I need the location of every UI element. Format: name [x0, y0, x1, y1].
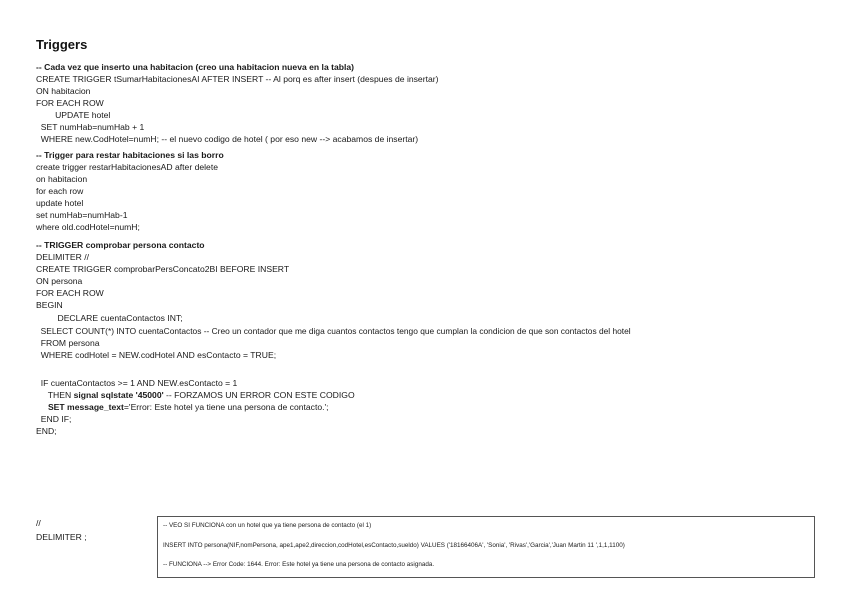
- code-line-set: [36, 402, 329, 413]
- note-insert-statement: INSERT INTO persona(NIF,nomPersona, ape1,ape2,direccion,codHotel,esContacto,sueldo) VALUES ('18166406A', 'Sonia', 'Rivas','Garcia','Juan Martin 11 ',1,1,1100): [163, 542, 625, 549]
- code-line: create trigger restarHabitacionesAD after delete: [36, 162, 218, 172]
- section1-comment: -- Cada vez que inserto una habitacion (creo una habitacion nueva en la tabla): [36, 62, 355, 72]
- code-line: for each row: [36, 186, 84, 196]
- code-line: CREATE TRIGGER tSumarHabitacionesAI AFTER INSERT -- Al porq es after insert (despues de insertar): [36, 74, 439, 84]
- then-comment: -- FORZAMOS UN ERROR CON ESTE CODIGO: [163, 390, 355, 400]
- code-line: UPDATE hotel: [36, 110, 111, 120]
- code-line: WHERE new.CodHotel=numH; -- el nuevo codigo de hotel ( por eso new --> acabamos de insertar): [36, 134, 419, 144]
- then-prefix: THEN: [36, 390, 74, 400]
- note-comment: -- VEO SI FUNCIONA con un hotel que ya tiene persona de contacto (el 1): [163, 522, 372, 529]
- code-line-then: [36, 390, 355, 401]
- code-line: ON habitacion: [36, 86, 91, 96]
- test-note-box: [157, 516, 815, 578]
- code-line: update hotel: [36, 198, 84, 208]
- code-line: DELIMITER ;: [36, 532, 87, 542]
- code-line: FROM persona: [36, 338, 100, 348]
- code-line: on habitacion: [36, 174, 88, 184]
- code-line: BEGIN: [36, 300, 63, 310]
- section3-comment: -- TRIGGER comprobar persona contacto: [36, 240, 205, 250]
- note-result: -- FUNCIONA --> Error Code: 1644. Error: Este hotel ya tiene una persona de contacto asignada.: [163, 561, 435, 568]
- set-keyword: SET message_text: [47, 402, 124, 412]
- code-line: IF cuentaContactos >= 1 AND NEW.esContacto = 1: [36, 378, 238, 388]
- code-line: SELECT COUNT(*) INTO cuentaContactos -- Creo un contador que me diga cuantos contactos tengo que cumplan la condicion de que son contactos del hotel: [36, 326, 631, 336]
- code-line: FOR EACH ROW: [36, 288, 104, 298]
- section2-comment: -- Trigger para restar habitaciones si las borro: [36, 150, 224, 160]
- code-line: ON persona: [36, 276, 83, 286]
- set-prefix: [36, 402, 48, 412]
- code-line: set numHab=numHab-1: [36, 210, 128, 220]
- signal-keyword: signal sqlstate '45000': [73, 390, 164, 400]
- code-line: SET numHab=numHab + 1: [36, 122, 145, 132]
- code-line: //: [36, 518, 41, 528]
- code-line: DELIMITER //: [36, 252, 90, 262]
- code-line: DECLARE cuentaContactos INT;: [36, 313, 183, 323]
- code-line: WHERE codHotel = NEW.codHotel AND esContacto = TRUE;: [36, 350, 277, 360]
- code-line: where old.codHotel=numH;: [36, 222, 140, 232]
- code-line: END IF;: [36, 414, 72, 424]
- code-line: END;: [36, 426, 57, 436]
- code-line: CREATE TRIGGER comprobarPersConcato2BI BEFORE INSERT: [36, 264, 290, 274]
- code-line: FOR EACH ROW: [36, 98, 104, 108]
- page-title: Triggers: [36, 37, 88, 52]
- set-value: ='Error: Este hotel ya tiene una persona de contacto.';: [123, 402, 329, 412]
